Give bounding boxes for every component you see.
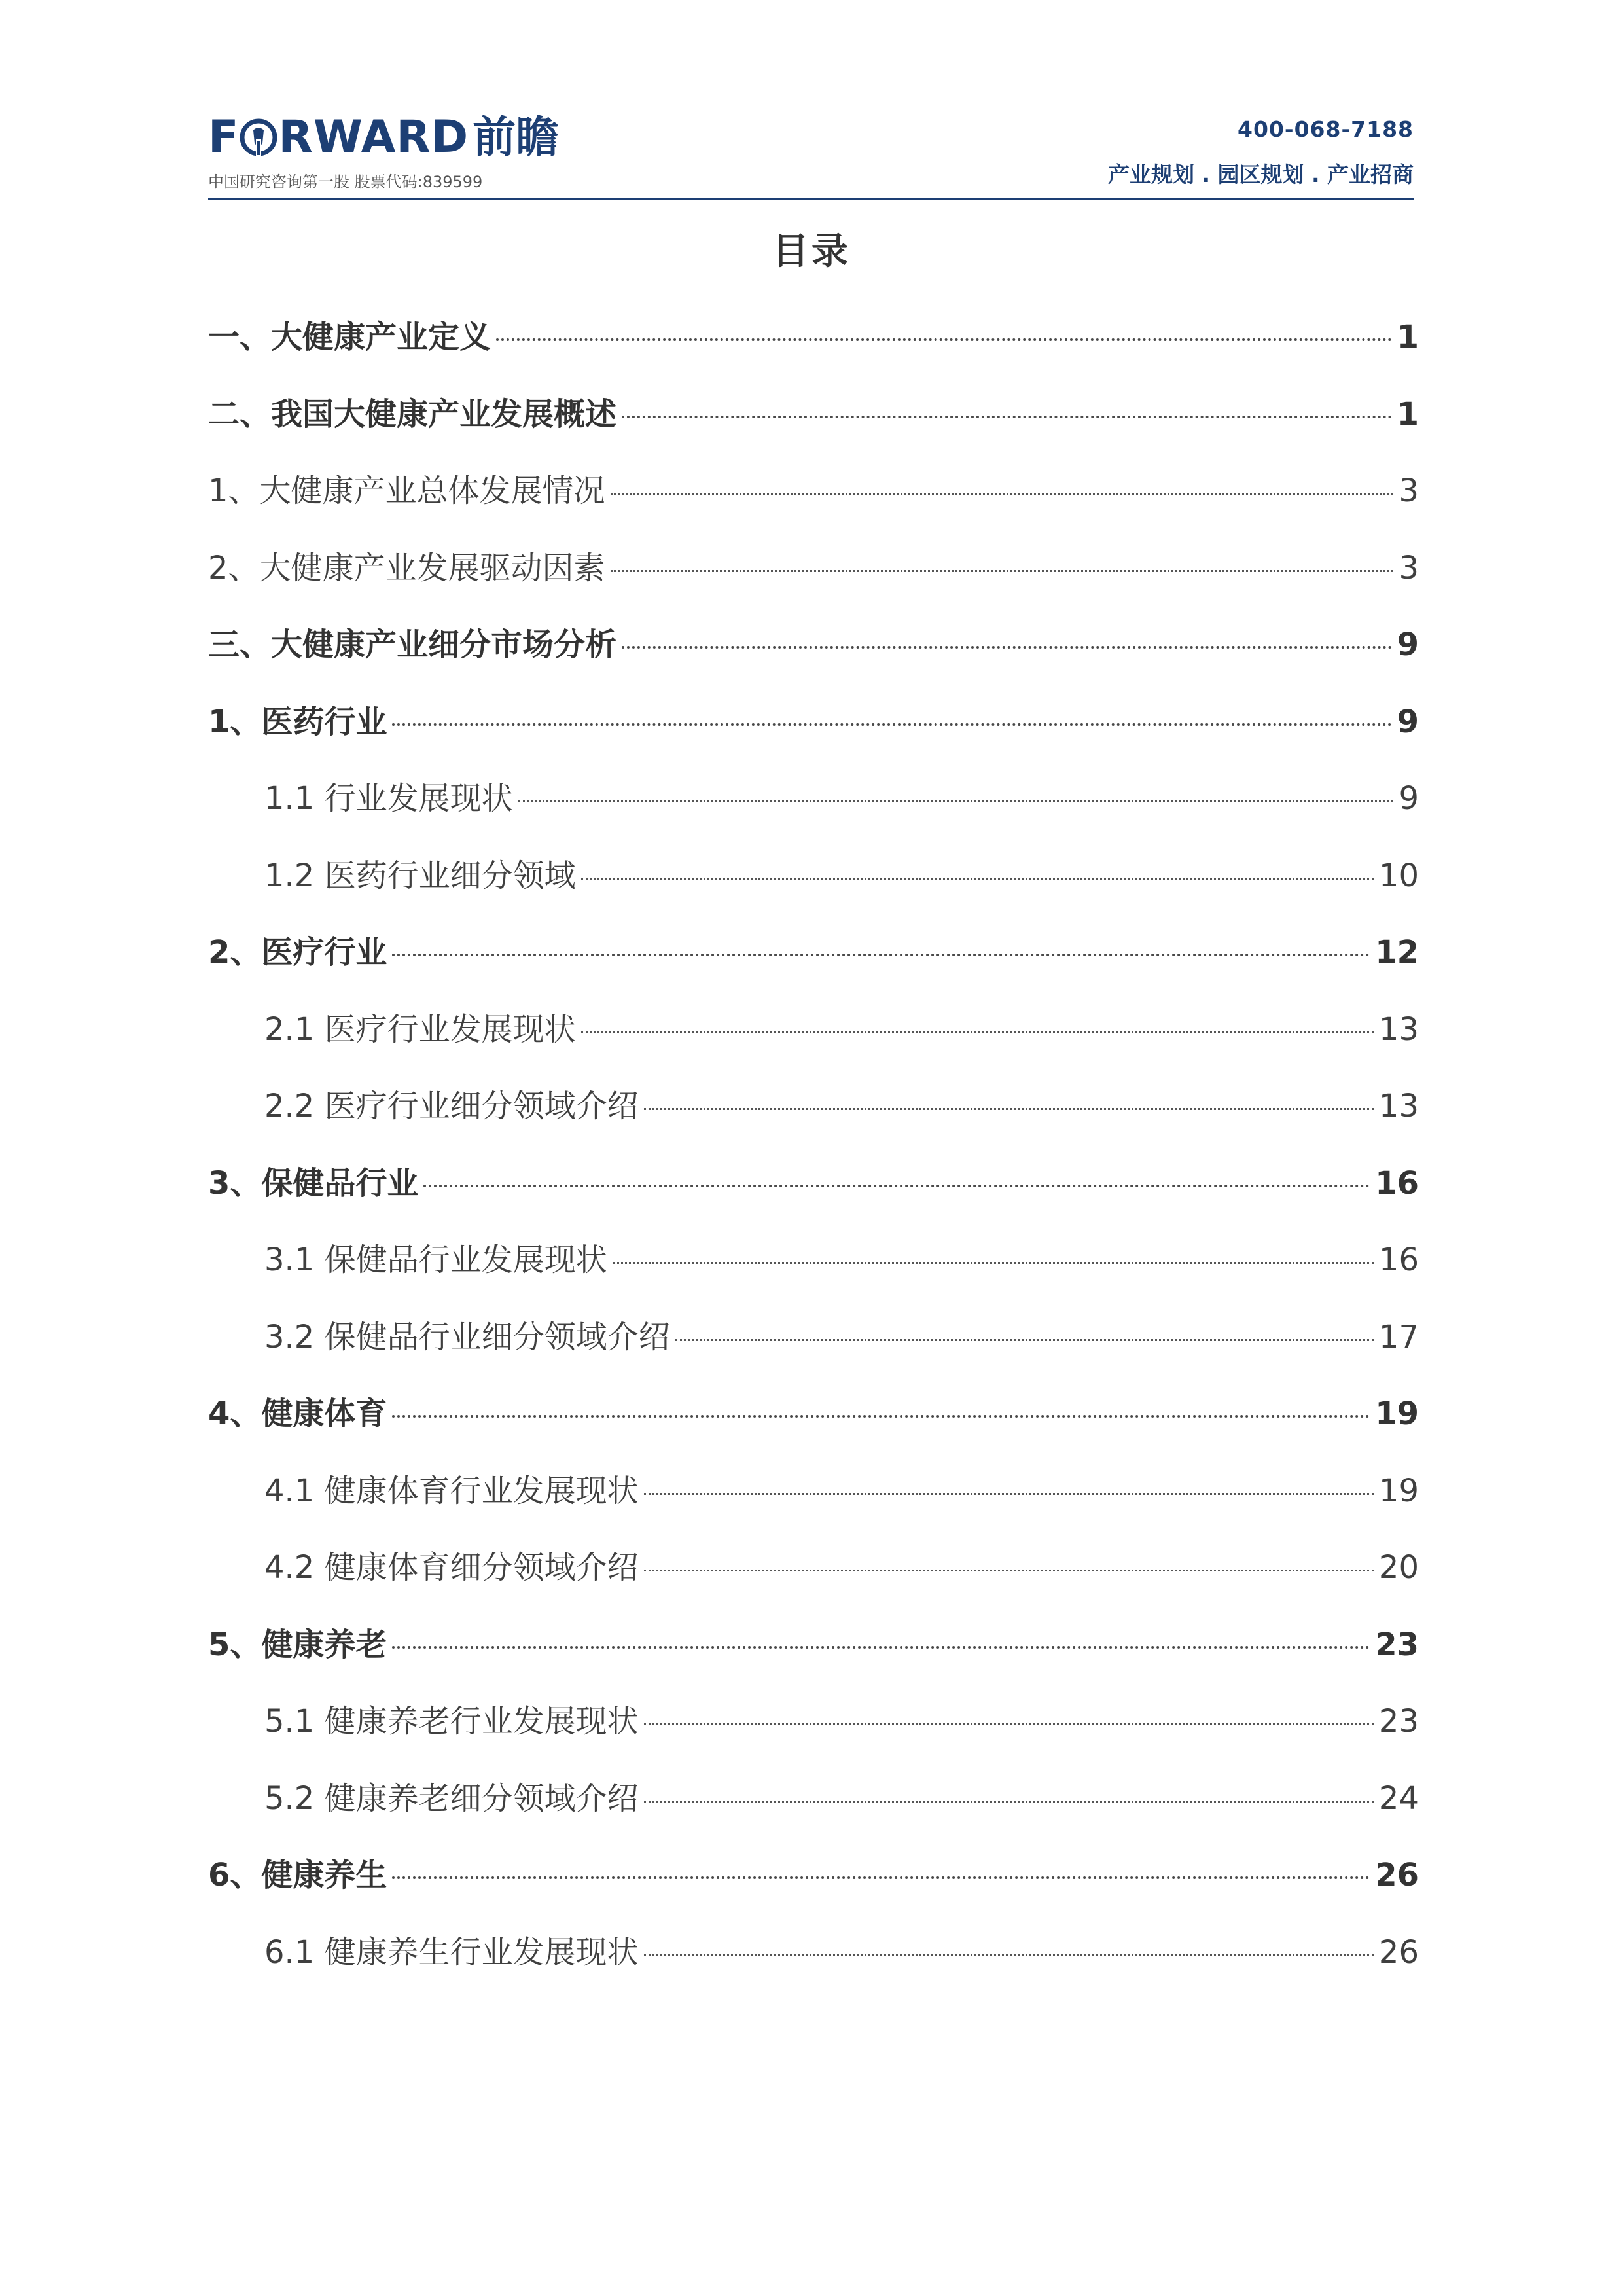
dot-leader bbox=[581, 1031, 1374, 1033]
dot-leader bbox=[644, 1108, 1374, 1110]
dot-leader bbox=[613, 1262, 1374, 1264]
toc-entry-page: 13 bbox=[1378, 1011, 1419, 1048]
logo-wordmark bbox=[208, 111, 559, 164]
toc-entry-page: 9 bbox=[1397, 626, 1419, 663]
toc-entry-label: 一、大健康产业定义 bbox=[208, 319, 491, 355]
toc-entry[interactable] bbox=[208, 1539, 1419, 1617]
logo-globe-icon bbox=[240, 117, 277, 158]
dot-leader bbox=[392, 723, 1391, 726]
toc-entry-page: 19 bbox=[1375, 1395, 1419, 1432]
dot-leader bbox=[644, 1954, 1374, 1956]
toc-entry-page: 19 bbox=[1378, 1472, 1419, 1509]
toc-entry[interactable] bbox=[208, 617, 1419, 694]
toc-entry-page: 1 bbox=[1397, 319, 1419, 355]
toc-entry-label: 1.1 行业发展现状 bbox=[264, 780, 513, 817]
toc-entry-page: 3 bbox=[1399, 549, 1419, 586]
dot-leader bbox=[644, 1723, 1374, 1725]
page-header bbox=[208, 98, 1414, 203]
dot-leader bbox=[622, 646, 1392, 649]
toc-entry-label: 5、健康养老 bbox=[208, 1626, 387, 1663]
dot-leader bbox=[496, 338, 1392, 341]
services-line: 产业规划 . 园区规划 . 产业招商 bbox=[1107, 162, 1414, 187]
toc-entry-page: 16 bbox=[1375, 1164, 1419, 1202]
table-of-contents bbox=[208, 309, 1419, 2001]
toc-entry[interactable] bbox=[208, 770, 1419, 848]
dot-leader bbox=[611, 570, 1394, 572]
toc-entry[interactable] bbox=[208, 540, 1419, 617]
toc-entry-page: 26 bbox=[1378, 1933, 1419, 1971]
toc-entry[interactable] bbox=[208, 1155, 1419, 1232]
toc-entry-page: 20 bbox=[1378, 1549, 1419, 1586]
toc-entry[interactable] bbox=[208, 1078, 1419, 1155]
dot-leader bbox=[644, 1570, 1374, 1571]
toc-entry[interactable] bbox=[208, 386, 1419, 463]
toc-entry-label: 2.1 医疗行业发展现状 bbox=[264, 1011, 576, 1048]
toc-entry-label: 2.2 医疗行业细分领域介绍 bbox=[264, 1088, 639, 1124]
toc-entry-label: 1.2 医药行业细分领域 bbox=[264, 857, 576, 894]
logo-letters: RWARD bbox=[278, 111, 469, 163]
toc-entry-page: 9 bbox=[1397, 703, 1419, 740]
toc-entry-page: 12 bbox=[1375, 934, 1419, 971]
dot-leader bbox=[392, 1415, 1370, 1418]
toc-entry[interactable] bbox=[208, 1001, 1419, 1079]
dot-leader bbox=[581, 878, 1374, 880]
dot-leader bbox=[644, 1493, 1374, 1495]
toc-entry-label: 3、保健品行业 bbox=[208, 1164, 419, 1202]
toc-entry-page: 26 bbox=[1375, 1857, 1419, 1893]
dot-leader bbox=[392, 1876, 1370, 1879]
dot-leader bbox=[611, 493, 1394, 495]
toc-entry-label: 1、医药行业 bbox=[208, 703, 387, 740]
toc-entry[interactable] bbox=[208, 1693, 1419, 1770]
phone-number: 400-068-7188 bbox=[1237, 117, 1414, 142]
dot-leader bbox=[392, 1646, 1370, 1649]
toc-entry-page: 24 bbox=[1378, 1780, 1419, 1817]
toc-entry[interactable] bbox=[208, 924, 1419, 1001]
toc-entry-label: 5.2 健康养老细分领域介绍 bbox=[264, 1780, 639, 1817]
toc-entry-page: 23 bbox=[1378, 1703, 1419, 1740]
toc-entry[interactable] bbox=[208, 1309, 1419, 1386]
toc-entry[interactable] bbox=[208, 848, 1419, 925]
toc-entry[interactable] bbox=[208, 1770, 1419, 1848]
toc-entry-page: 3 bbox=[1399, 473, 1419, 509]
toc-entry-label: 1、大健康产业总体发展情况 bbox=[208, 473, 605, 509]
toc-entry[interactable] bbox=[208, 1924, 1419, 2001]
logo-chinese: 前瞻 bbox=[473, 112, 560, 162]
header-divider bbox=[208, 198, 1414, 200]
dot-leader bbox=[392, 954, 1370, 956]
toc-entry[interactable] bbox=[208, 1617, 1419, 1694]
logo-tagline: 中国研究咨询第一股 股票代码:839599 bbox=[208, 173, 483, 191]
dot-leader bbox=[622, 416, 1392, 418]
toc-entry[interactable] bbox=[208, 1463, 1419, 1540]
toc-entry-label: 三、大健康产业细分市场分析 bbox=[208, 626, 617, 663]
toc-entry-label: 6.1 健康养生行业发展现状 bbox=[264, 1933, 639, 1971]
toc-entry-page: 17 bbox=[1378, 1318, 1419, 1355]
dot-leader bbox=[423, 1185, 1370, 1187]
toc-entry-label: 6、健康养生 bbox=[208, 1857, 387, 1893]
toc-entry-label: 3.2 保健品行业细分领域介绍 bbox=[264, 1318, 670, 1355]
toc-entry[interactable] bbox=[208, 309, 1419, 386]
toc-entry-label: 3.1 保健品行业发展现状 bbox=[264, 1242, 607, 1278]
toc-entry-page: 10 bbox=[1378, 857, 1419, 894]
toc-entry[interactable] bbox=[208, 694, 1419, 771]
toc-entry[interactable] bbox=[208, 463, 1419, 540]
toc-entry-label: 4、健康体育 bbox=[208, 1395, 387, 1432]
toc-entry-page: 9 bbox=[1399, 780, 1419, 817]
toc-entry[interactable] bbox=[208, 1232, 1419, 1309]
toc-entry-page: 23 bbox=[1375, 1626, 1419, 1663]
toc-title: 目录 bbox=[772, 230, 851, 273]
dot-leader bbox=[518, 800, 1394, 802]
toc-entry-label: 2、大健康产业发展驱动因素 bbox=[208, 549, 605, 586]
toc-entry-label: 4.1 健康体育行业发展现状 bbox=[264, 1472, 639, 1509]
toc-entry-label: 2、医疗行业 bbox=[208, 934, 387, 971]
toc-entry-label: 4.2 健康体育细分领域介绍 bbox=[264, 1549, 639, 1586]
dot-leader bbox=[675, 1339, 1374, 1341]
toc-entry-label: 5.1 健康养老行业发展现状 bbox=[264, 1703, 639, 1740]
toc-entry-label: 二、我国大健康产业发展概述 bbox=[208, 395, 617, 433]
contact-block bbox=[1108, 117, 1414, 188]
logo-letter-f: F bbox=[208, 111, 240, 163]
toc-entry-page: 1 bbox=[1397, 395, 1419, 433]
toc-entry[interactable] bbox=[208, 1386, 1419, 1463]
toc-entry-page: 16 bbox=[1378, 1242, 1419, 1278]
forward-logo bbox=[208, 111, 559, 190]
toc-entry-page: 13 bbox=[1378, 1088, 1419, 1124]
dot-leader bbox=[644, 1801, 1374, 1803]
toc-entry[interactable] bbox=[208, 1847, 1419, 1924]
